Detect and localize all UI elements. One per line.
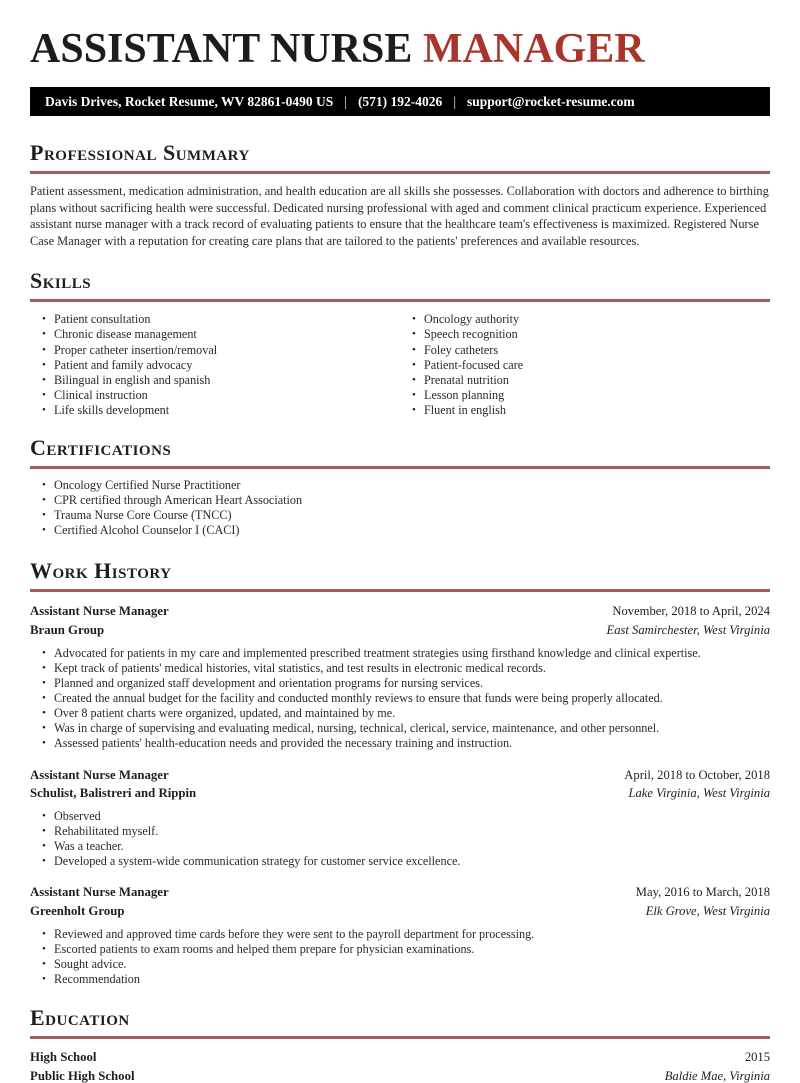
page-title	[30, 0, 770, 72]
skills-columns	[30, 312, 770, 418]
section-title-skills: Skills	[30, 268, 92, 294]
job-bullet: • Assessed patients' health-education needs and provided the necessary training and instruction.	[42, 736, 770, 751]
page-title-primary: ASSISTANT NURSE	[30, 26, 423, 72]
skills-list-right	[400, 312, 770, 418]
job-subheader-row	[30, 623, 770, 637]
job-entry	[30, 885, 770, 987]
section-rule	[30, 589, 770, 592]
contact-separator: |	[453, 93, 457, 109]
section-title-education: Education	[30, 1005, 130, 1031]
job-location: Elk Grove, West Virginia	[645, 903, 770, 918]
education-entry	[30, 1050, 770, 1083]
skill-item: • Clinical instruction	[42, 388, 400, 403]
section-skills	[30, 268, 770, 418]
job-location: Lake Virginia, West Virginia	[628, 786, 770, 801]
job-bullet: • Advocated for patients in my care and implemented prescribed treatment strategies using firsthand knowledge and clinical expertise.	[42, 646, 770, 661]
contact-address: Davis Drives, Rocket Resume, WV 82861-0490 US	[45, 93, 334, 109]
job-bullet-list	[30, 809, 770, 869]
page-title-accent: MANAGER	[422, 26, 645, 72]
education-list	[30, 1050, 770, 1083]
skill-item: • Chronic disease management	[42, 327, 400, 342]
section-certifications	[30, 435, 770, 538]
job-list	[30, 604, 770, 987]
job-subheader-row	[30, 786, 770, 800]
skill-item: • Life skills development	[42, 403, 400, 418]
certification-item: • Certified Alcohol Counselor I (CACI)	[42, 523, 770, 538]
skill-item: • Patient consultation	[42, 312, 400, 327]
section-rule	[30, 1036, 770, 1039]
contact-bar	[30, 87, 770, 116]
certification-item: • Oncology Certified Nurse Practitioner	[42, 478, 770, 493]
job-bullet: • Sought advice.	[42, 957, 770, 972]
job-bullet: • Rehabilitated myself.	[42, 824, 770, 839]
job-bullet: • Developed a system-wide communication strategy for customer service excellence.	[42, 854, 770, 869]
job-bullet: • Escorted patients to exam rooms and helped them prepare for physician examinations.	[42, 942, 770, 957]
skill-item: • Oncology authority	[412, 312, 770, 327]
job-bullet: • Reviewed and approved time cards before they were sent to the payroll department for processing.	[42, 927, 770, 942]
skill-item: • Foley catheters	[412, 343, 770, 358]
contact-separator: |	[344, 93, 347, 109]
job-dates: April, 2018 to October, 2018	[624, 767, 770, 782]
skill-item: • Patient and family advocacy	[42, 358, 400, 373]
contact-phone: (571) 192-4026	[357, 93, 443, 109]
section-title-professional-summary: Professional Summary	[30, 140, 250, 165]
section-title-work-history: Work History	[30, 558, 172, 584]
job-role: Assistant Nurse Manager	[30, 767, 169, 782]
certification-item: • CPR certified through American Heart Association	[42, 493, 770, 508]
job-role: Assistant Nurse Manager	[30, 604, 169, 619]
job-bullet: • Kept track of patients' medical histories, vital statistics, and test results in electronic medical records.	[42, 661, 770, 676]
job-bullet: • Planned and organized staff development and orientation programs for nursing services.	[42, 676, 770, 691]
contact-email: support@rocket-resume.com	[467, 93, 635, 109]
section-work-history	[30, 558, 770, 987]
skill-item: • Patient-focused care	[412, 358, 770, 373]
skill-item: • Bilingual in english and spanish	[42, 373, 400, 388]
section-rule	[30, 299, 770, 302]
job-bullet: • Was in charge of supervising and evaluating medical, nursing, technical, clerical, service, maintenance, and other personnel.	[42, 721, 770, 736]
job-header-row	[30, 604, 770, 618]
skills-list-left	[30, 312, 400, 418]
job-company: Schulist, Balistreri and Rippin	[30, 786, 197, 801]
job-role: Assistant Nurse Manager	[30, 885, 169, 900]
summary-text: Patient assessment, medication administration, and health education are all skills she possesses. Collaboration with doctors and adherence to birthing plans without sacrificing health were successful. Dedicated nursing professional with aged and comment clinical practicum experience. Experienced assistant nurse manager with a track record of evaluating patients to ensure that the healthcare team's effectiveness is maximized. Registered Nurse Case Manager with a reputation for creating care plans that are tailored to the patients' preferences and available resources.	[30, 184, 769, 248]
job-company: Greenholt Group	[30, 903, 125, 918]
section-rule	[30, 171, 770, 174]
job-location: East Samirchester, West Virginia	[606, 622, 770, 637]
section-education	[30, 1005, 770, 1083]
job-dates: November, 2018 to April, 2024	[612, 604, 770, 619]
section-professional-summary	[30, 140, 770, 249]
job-header-row	[30, 768, 770, 782]
education-year: 2015	[744, 1050, 770, 1065]
certification-item: • Trauma Nurse Core Course (TNCC)	[42, 508, 770, 523]
job-bullet: • Over 8 patient charts were organized, updated, and maintained by me.	[42, 706, 770, 721]
job-subheader-row	[30, 904, 770, 918]
certifications-list	[30, 478, 770, 538]
job-entry	[30, 604, 770, 751]
skill-item: • Lesson planning	[412, 388, 770, 403]
job-bullet: • Created the annual budget for the facility and conducted monthly reviews to ensure that funds were being properly allocated.	[42, 691, 770, 706]
education-school: Public High School	[30, 1068, 135, 1083]
job-bullet-list	[30, 927, 770, 987]
skill-item: • Fluent in english	[412, 403, 770, 418]
section-title-certifications: Certifications	[30, 435, 172, 461]
skill-item: • Prenatal nutrition	[412, 373, 770, 388]
section-rule	[30, 466, 770, 469]
job-dates: May, 2016 to March, 2018	[635, 885, 770, 900]
education-subheader-row	[30, 1069, 770, 1083]
job-header-row	[30, 885, 770, 899]
education-degree: High School	[30, 1050, 97, 1065]
education-header-row	[30, 1050, 770, 1064]
job-bullet: • Recommendation	[42, 972, 770, 987]
job-bullet: • Observed	[42, 809, 770, 824]
job-bullet: • Was a teacher.	[42, 839, 770, 854]
job-company: Braun Group	[30, 622, 105, 637]
education-location: Baldie Mae, Virginia	[664, 1068, 770, 1083]
skill-item: • Proper catheter insertion/removal	[42, 343, 400, 358]
job-entry	[30, 768, 770, 870]
job-bullet-list	[30, 646, 770, 752]
skill-item: • Speech recognition	[412, 327, 770, 342]
